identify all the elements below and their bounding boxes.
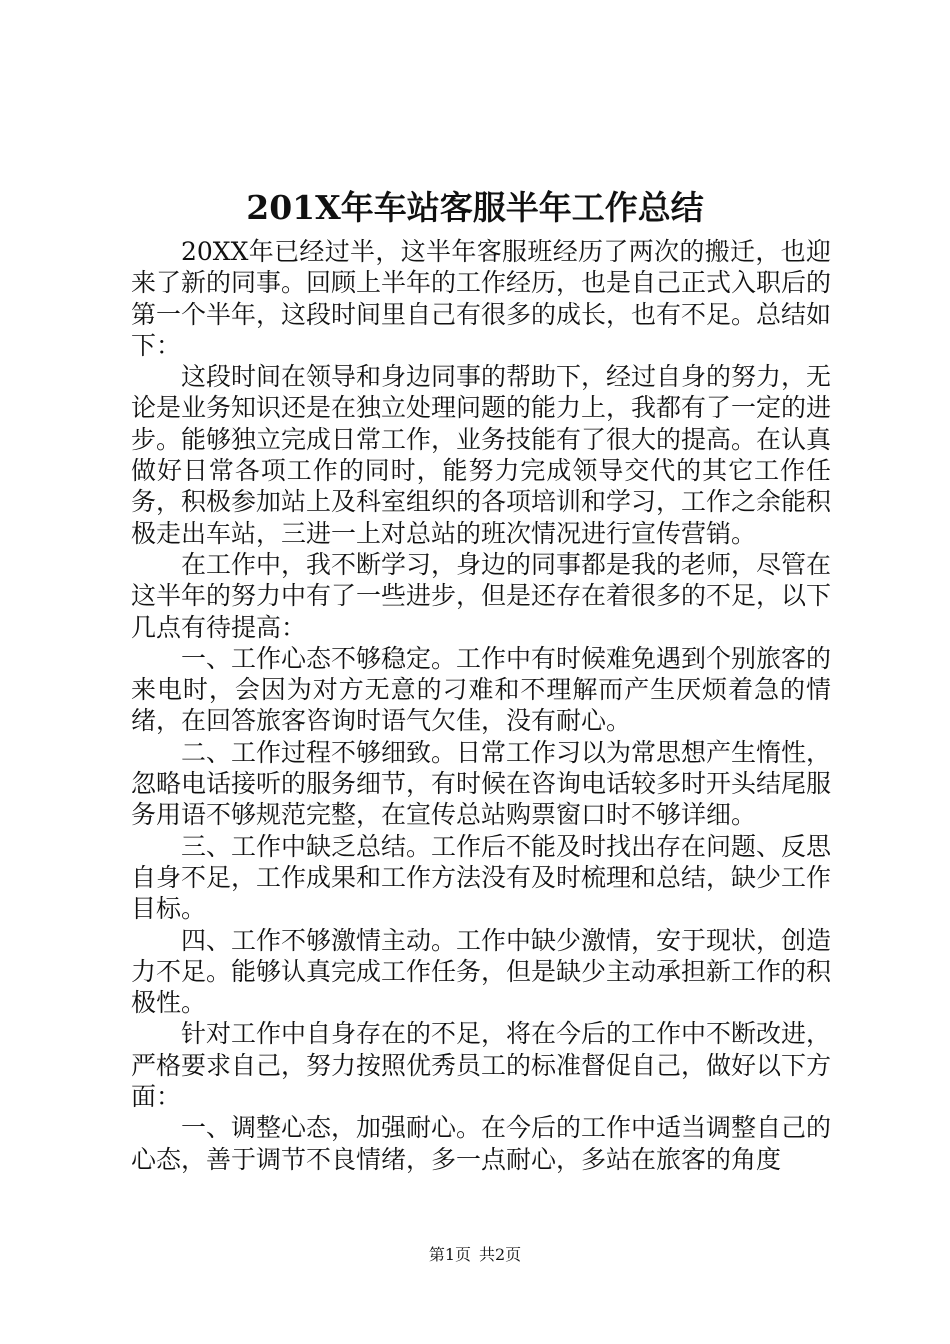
document-body bbox=[131, 236, 831, 1175]
paragraph-shortcoming-2: 二、工作过程不够细致。日常工作习以为常思想产生惰性，忽略电话接听的服务细节，有时候在咨询电话较多时开头结尾服务用语不够规范完整，在宣传总站购票窗口时不够详细。 bbox=[131, 737, 832, 830]
page-footer bbox=[0, 1245, 950, 1265]
paragraph-improvement-intro: 针对工作中自身存在的不足，将在今后的工作中不断改进，严格要求自己，努力按照优秀员工的标准督促自己，做好以下方面： bbox=[131, 1019, 832, 1112]
paragraph-improvement-1: 一、调整心态，加强耐心。在今后的工作中适当调整自己的心态，善于调节不良情绪，多一点耐心，多站在旅客的角度 bbox=[131, 1113, 832, 1174]
document-title: 201X年车站客服半年工作总结 bbox=[246, 188, 704, 227]
page-total: 共2页 bbox=[479, 1245, 522, 1264]
paragraph-shortcoming-1: 一、工作心态不够稳定。工作中有时候难免遇到个别旅客的来电时，会因为对方无意的刁难和不理解而产生厌烦着急的情绪，在回答旅客咨询时语气欠佳，没有耐心。 bbox=[131, 643, 832, 736]
paragraph-shortcomings-intro: 在工作中，我不断学习，身边的同事都是我的老师，尽管在这半年的努力中有了一些进步，但是还存在着很多的不足，以下几点有待提高： bbox=[131, 549, 832, 642]
paragraph-progress: 这段时间在领导和身边同事的帮助下，经过自身的努力，无论是业务知识还是在独立处理问题的能力上，我都有了一定的进步。能够独立完成日常工作，业务技能有了很大的提高。在认真做好日常各项工作的同时，能努力完成领导交代的其它工作任务，积极参加站上及科室组织的各项培训和学习，工作之余能积极走出车站，三进一上对总站的班次情况进行宣传营销。 bbox=[131, 362, 832, 548]
paragraph-shortcoming-4: 四、工作不够激情主动。工作中缺少激情，安于现状，创造力不足。能够认真完成工作任务，但是缺少主动承担新工作的积极性。 bbox=[131, 925, 832, 1018]
paragraph-shortcoming-3: 三、工作中缺乏总结。工作后不能及时找出存在问题、反思自身不足，工作成果和工作方法没有及时梳理和总结，缺少工作目标。 bbox=[131, 831, 832, 924]
paragraph-intro: 20XX年已经过半，这半年客服班经历了两次的搬迁，也迎来了新的同事。回顾上半年的工作经历，也是自己正式入职后的第一个半年，这段时间里自己有很多的成长，也有不足。总结如下： bbox=[131, 237, 832, 360]
page-number: 第1页 bbox=[428, 1245, 471, 1264]
